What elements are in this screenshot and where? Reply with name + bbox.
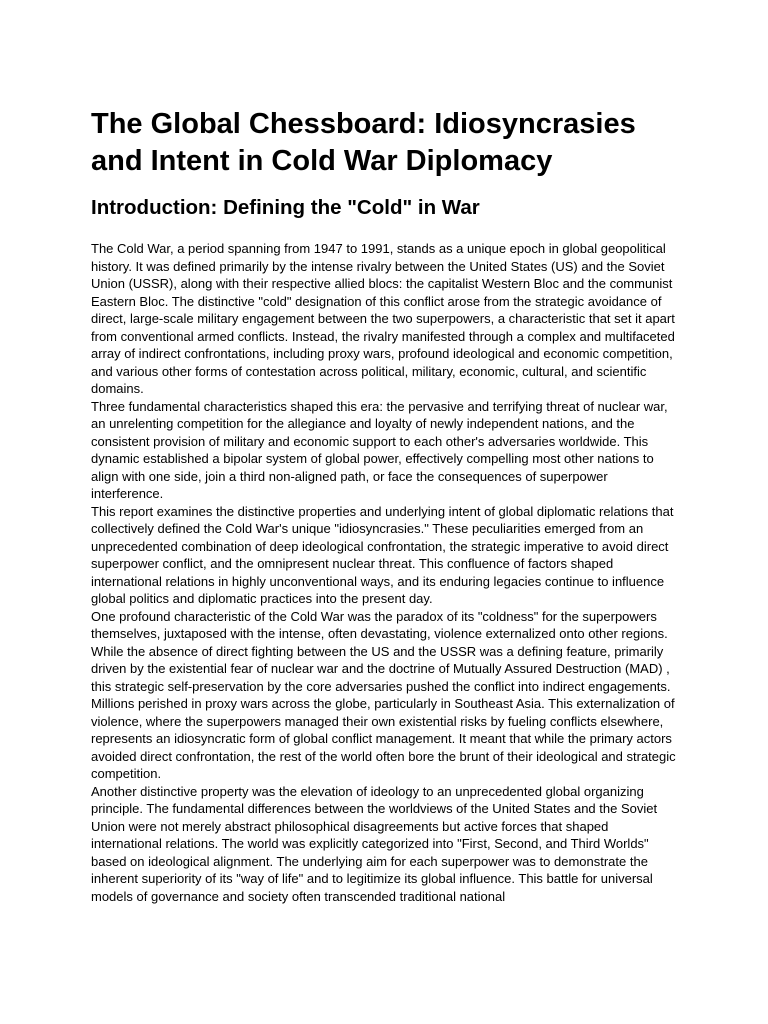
section-heading: Introduction: Defining the "Cold" in War (91, 196, 480, 219)
document-title: The Global Chessboard: Idiosyncrasies and Intent in Cold War Diplomacy (91, 108, 636, 177)
paragraph-3: This report examines the distinctive properties and underlying intent of global diplomatic relations that collectively defined the Cold War's unique "idiosyncrasies." These peculiarities emerged from an unprecedented combination of deep ideological confrontation, the strategic imperative to avoid direct superpower conflict, and the omnipresent nuclear threat. This confluence of factors shaped international relations in highly unconventional ways, and its enduring legacies continue to influence global politics and diplomatic practices into the present day. (91, 503, 674, 606)
paragraph-1: The Cold War, a period spanning from 1947 to 1991, stands as a unique epoch in global geopolitical history. It was defined primarily by the intense rivalry between the United States (US) and the Soviet Union (USSR), along with their respective allied blocs: the capitalist Western Bloc and the communist Eastern Bloc. The distinctive "cold" designation of this conflict arose from the strategic avoidance of direct, large-scale military engagement between the two superpowers, a characteristic that set it apart from conventional armed conflicts. Instead, the rivalry manifested through a complex and multifaceted array of indirect confrontations, including proxy wars, profound ideological and economic competition, and various other forms of contestation across political, military, economic, cultural, and scientific domains. (91, 241, 675, 396)
paragraph-2: Three fundamental characteristics shaped this era: the pervasive and terrifying threat of nuclear war, an unrelenting competition for the allegiance and loyalty of newly independent nations, and the consistent provision of military and economic support to each other's adversaries worldwide. This dynamic established a bipolar system of global power, effectively compelling most other nations to align with one side, join a third non-aligned path, or face the consequences of superpower interference. (91, 398, 668, 501)
paragraph-5: Another distinctive property was the elevation of ideology to an unprecedented global organizing principle. The fundamental differences between the worldviews of the United States and the Soviet Union were not merely abstract philosophical disagreements but active forces that shaped international relations. The world was explicitly categorized into "First, Second, and Third Worlds" based on ideological alignment. The underlying aim for each superpower was to demonstrate the inherent superiority of its "way of life" and to legitimize its global influence. This battle for universal models of governance and society often transcended traditional national (91, 783, 658, 904)
paragraph-4: One profound characteristic of the Cold War was the paradox of its "coldness" for the superpowers themselves, juxtaposed with the intense, often devastating, violence externalized onto other regions. While the absence of direct fighting between the US and the USSR was a defining feature, primarily driven by the existential fear of nuclear war and the doctrine of Mutually Assured Destruction (MAD) , this strategic self-preservation by the core adversaries pushed the conflict into indirect engagements. Millions perished in proxy wars across the globe, particularly in Southeast Asia. This externalization of violence, where the superpowers managed their own existential risks by fueling conflicts elsewhere, represents an idiosyncratic form of global conflict management. It meant that while the primary actors avoided direct confrontation, the rest of the world often bore the brunt of their ideological and strategic competition. (91, 608, 676, 781)
document-body (91, 240, 678, 905)
